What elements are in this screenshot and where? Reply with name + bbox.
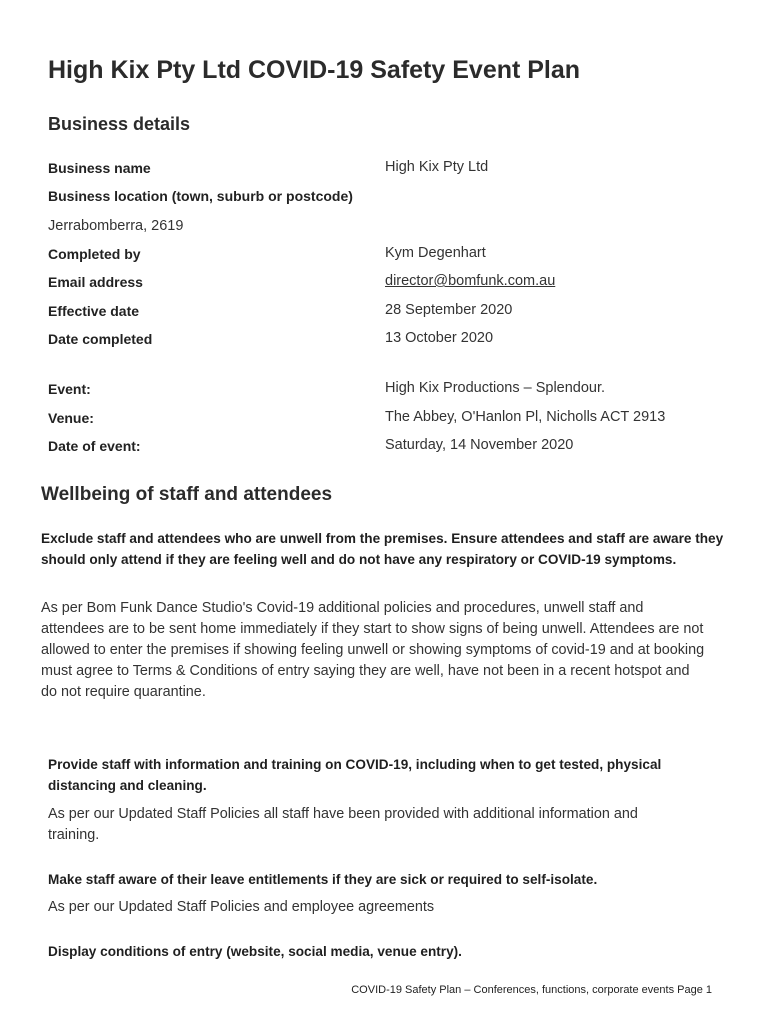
business-location-value: Jerrabomberra, 2619 [48, 218, 184, 234]
conditions-of-entry-heading: Display conditions of entry (website, social media, venue entry). [48, 944, 462, 959]
venue-label: Venue: [48, 410, 94, 426]
business-location-label: Business location (town, suburb or postcode) [48, 188, 353, 204]
staff-training-heading: Provide staff with information and training on COVID-19, including when to get tested, physical distancing and cleaning. [48, 757, 662, 793]
staff-training-body: As per our Updated Staff Policies all staff have been provided with additional information and training. [48, 806, 638, 843]
date-completed-value: 13 October 2020 [385, 330, 494, 346]
business-name-label: Business name [48, 160, 151, 176]
wellbeing-heading: Wellbeing of staff and attendees [41, 484, 333, 505]
date-completed-label: Date completed [48, 331, 153, 347]
effective-date-label: Effective date [48, 303, 140, 319]
completed-by-value: Kym Degenhart [385, 245, 486, 261]
page-footer: COVID-19 Safety Plan – Conferences, functions, corporate events Page 1 [351, 984, 712, 996]
completed-by-label: Completed by [48, 246, 141, 262]
leave-entitlements-heading: Make staff aware of their leave entitlements if they are sick or required to self-isolate. [48, 872, 598, 887]
email-link[interactable]: director@bomfunk.com.au [385, 273, 556, 289]
exclude-unwell-heading: Exclude staff and attendees who are unwell from the premises. Ensure attendees and staff are aware they should only attend if they are feeling well and do not have any respiratory or COVID-19 symptoms. [41, 531, 724, 567]
date-of-event-value: Saturday, 14 November 2020 [385, 437, 574, 453]
event-value: High Kix Productions – Splendour. [385, 380, 606, 396]
business-details-heading: Business details [48, 114, 191, 134]
date-of-event-label: Date of event: [48, 438, 141, 454]
effective-date-value: 28 September 2020 [385, 302, 513, 318]
venue-value: The Abbey, O'Hanlon Pl, Nicholls ACT 2913 [385, 409, 666, 425]
exclude-unwell-body: As per Bom Funk Dance Studio's Covid-19 additional policies and procedures, unwell staff and attendees are to be sent home immediately if they start to show signs of being unwell. Attendees are not allowed to enter the premises if showing feeling unwell or showing symptoms of covid-19 and at booking must agree to Terms & Conditions of entry saying they are well, have not been in a recent hotspot and do not require quarantine. [41, 600, 705, 700]
business-name-value: High Kix Pty Ltd [385, 159, 489, 175]
email-label: Email address [48, 274, 143, 290]
page-title: High Kix Pty Ltd COVID-19 Safety Event Plan [48, 56, 581, 84]
event-label: Event: [48, 381, 91, 397]
leave-entitlements-body: As per our Updated Staff Policies and employee agreements [48, 899, 435, 915]
